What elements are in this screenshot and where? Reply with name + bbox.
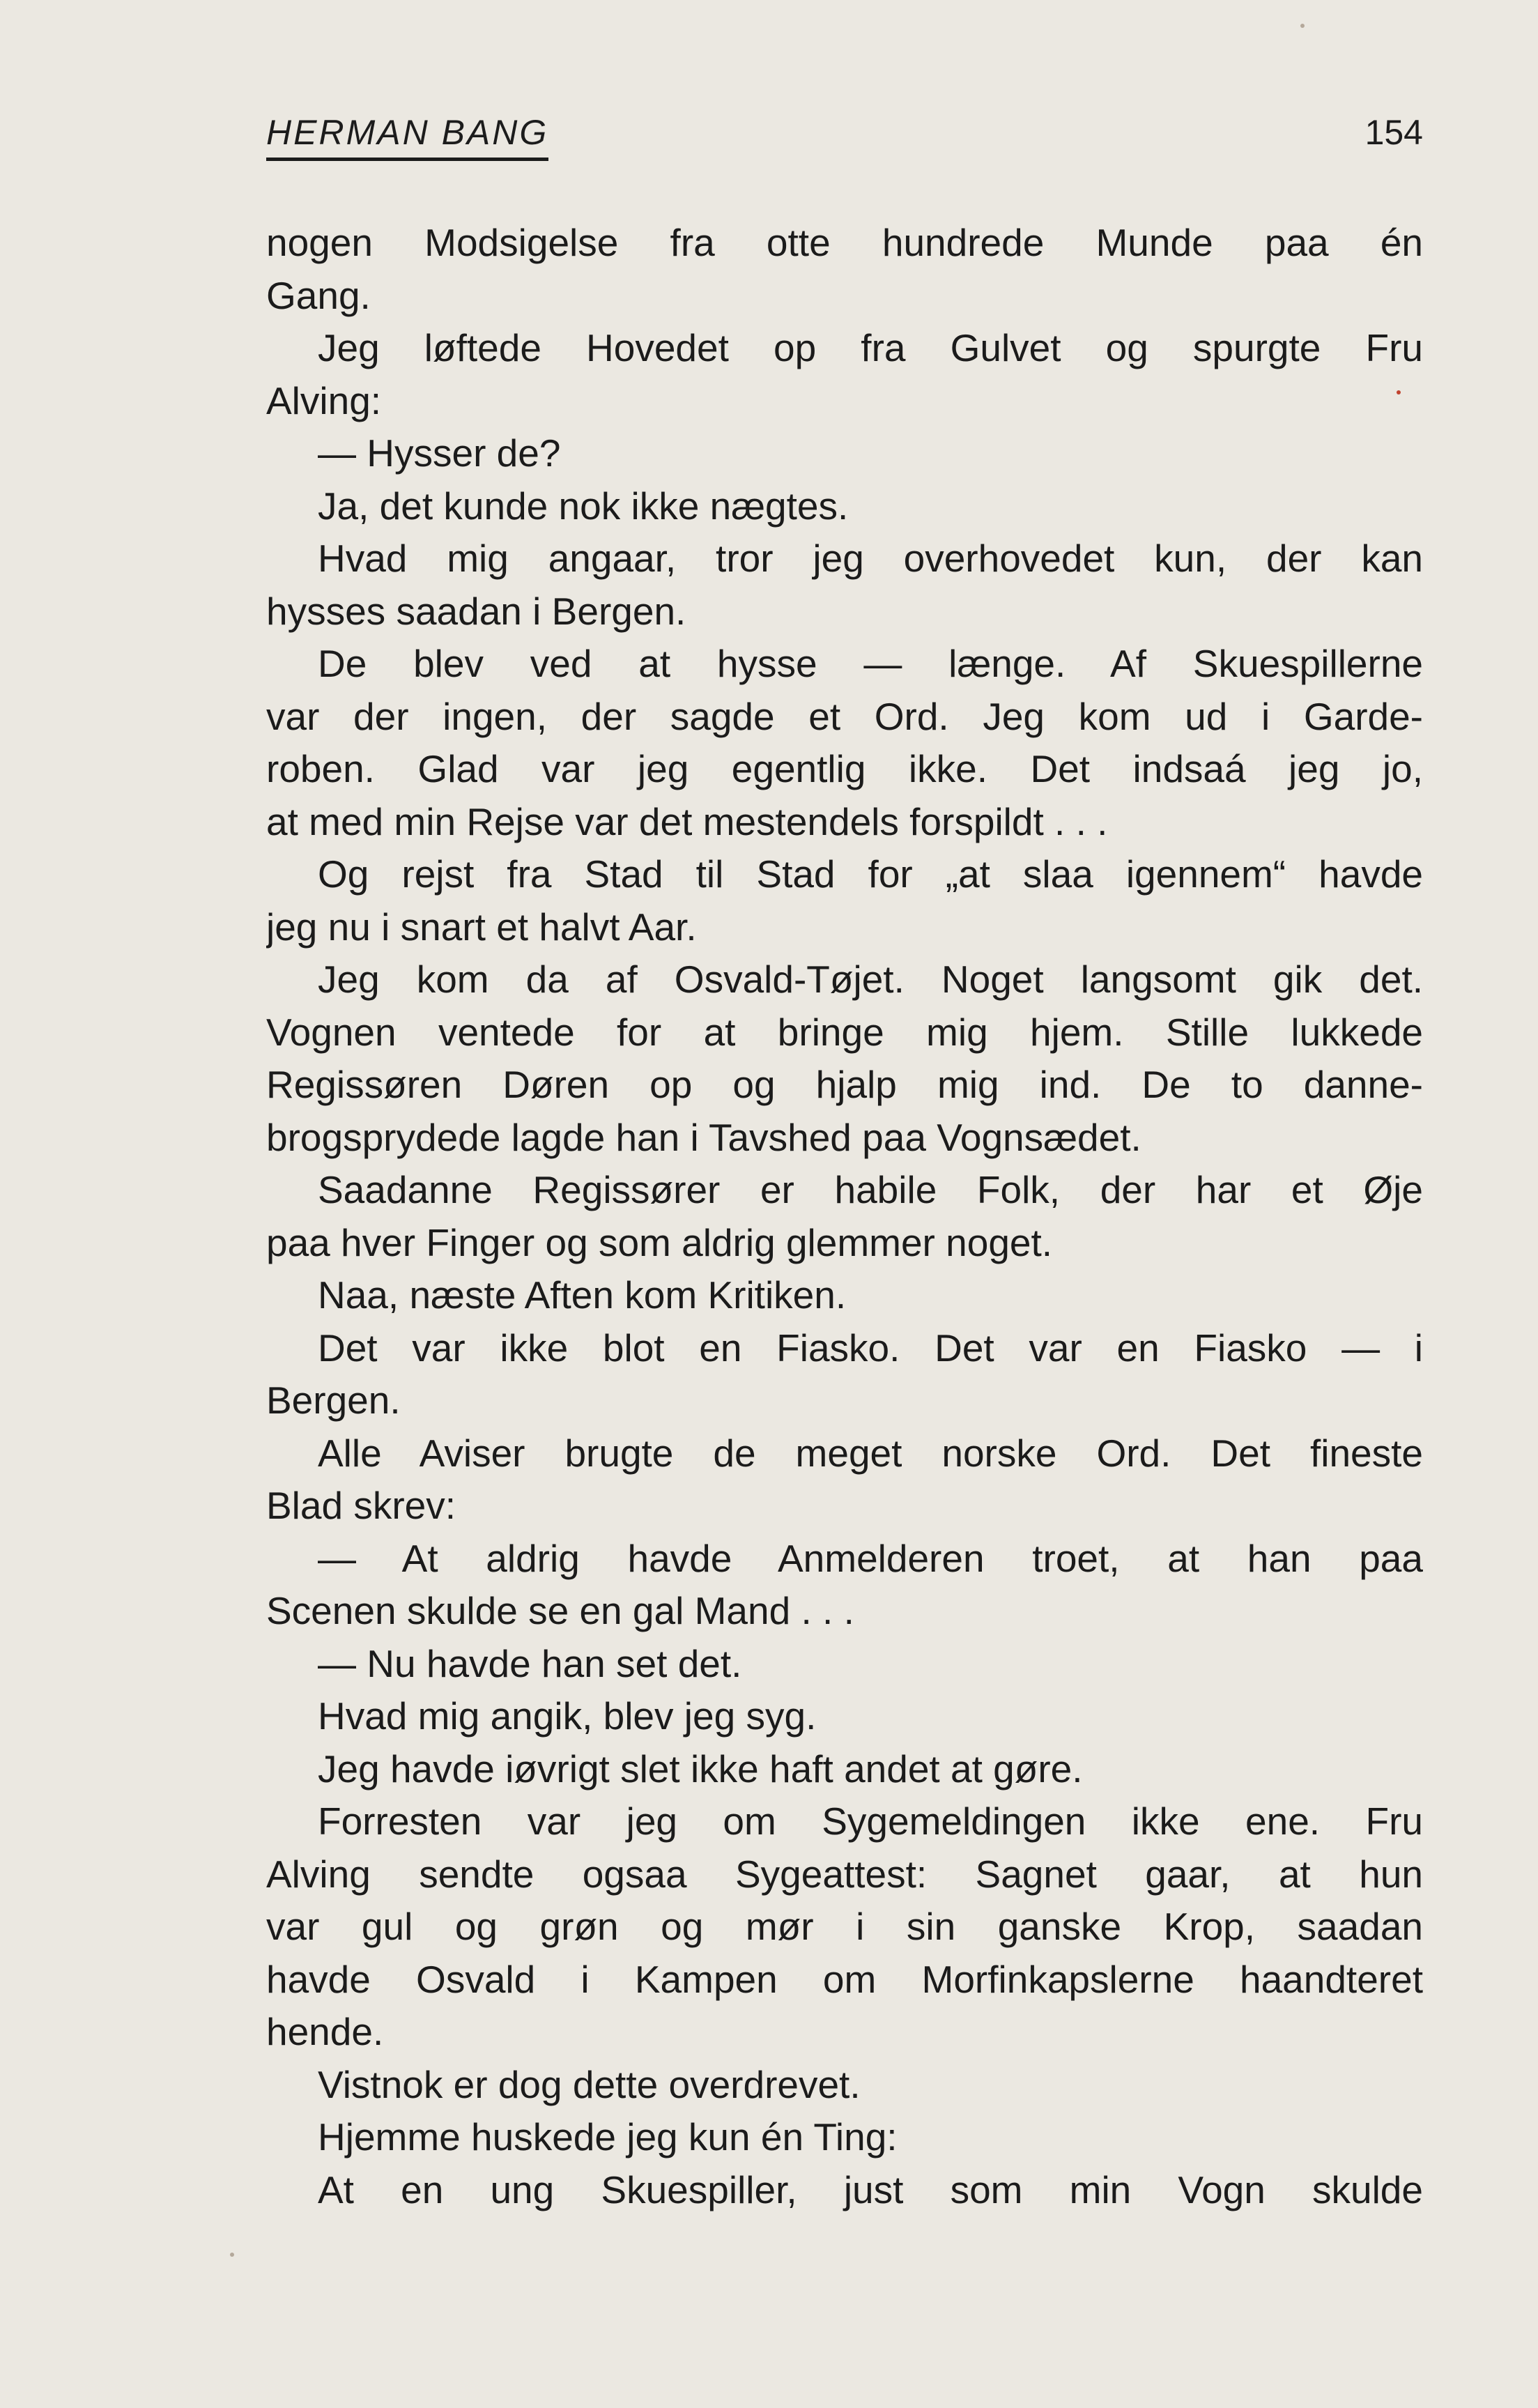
paper-speck <box>1397 390 1401 394</box>
text-line: De blev ved at hysse — længe. Af Skuespillerne <box>318 642 1423 685</box>
text-line: — Nu havde han set det. <box>318 1641 742 1685</box>
paper-speck <box>230 2253 234 2257</box>
text-line: hysses saadan i Bergen. <box>266 589 686 633</box>
text-line: At en ung Skuespiller, just som min Vogn skulde <box>318 2168 1423 2211</box>
text-line: jeg nu i snart et halvt Aar. <box>266 905 697 949</box>
text-line: roben. Glad var jeg egentlig ikke. Det indsaá jeg jo, <box>266 747 1423 790</box>
text-line: Forresten var jeg om Sygemeldingen ikke ene. Fru <box>318 1800 1423 1843</box>
text-line: at med min Rejse var det mestendels forspildt . . . <box>266 799 1108 843</box>
text-line: Ja, det kunde nok ikke nægtes. <box>318 484 849 528</box>
text-line: Alving sendte ogsaa Sygeattest: Sagnet gaar, at hun <box>266 1852 1423 1896</box>
text-line: Det var ikke blot en Fiasko. Det var en Fiasko — i <box>318 1326 1423 1370</box>
text-line: Naa, næste Aften kom Kritiken. <box>318 1273 847 1317</box>
text-line: havde Osvald i Kampen om Morfinkapslerne haandteret <box>266 1957 1423 2001</box>
body-text <box>266 217 1423 2216</box>
text-line: Hvad mig angaar, tror jeg overhovedet kun, der kan <box>318 537 1423 580</box>
text-line: Bergen. <box>266 1379 401 1422</box>
text-line: Scenen skulde se en gal Mand . . . <box>266 1589 854 1632</box>
text-line: nogen Modsigelse fra otte hundrede Munde paa én <box>266 221 1423 264</box>
text-line: paa hver Finger og som aldrig glemmer noget. <box>266 1220 1053 1264</box>
text-line: var gul og grøn og mør i sin ganske Krop, saadan <box>266 1905 1423 1948</box>
paper-speck <box>1300 24 1305 28</box>
text-line: hende. <box>266 2010 384 2053</box>
text-line: Vistnok er dog dette overdrevet. <box>318 2062 861 2106</box>
text-line: brogsprydede lagde han i Tavshed paa Vognsædet. <box>266 1115 1141 1159</box>
text-line: — At aldrig havde Anmelderen troet, at han paa <box>318 1536 1423 1580</box>
page-number: 154 <box>1364 113 1423 152</box>
text-line: Alving: <box>266 378 382 422</box>
running-title: HERMAN BANG <box>266 112 548 161</box>
text-line: Jeg kom da af Osvald-Tøjet. Noget langsomt gik det. <box>318 958 1423 1001</box>
text-line: Alle Aviser brugte de meget norske Ord. Det fineste <box>318 1431 1423 1475</box>
text-line: Gang. <box>266 273 371 317</box>
text-line: — Hysser de? <box>318 431 561 475</box>
text-line: Blad skrev: <box>266 1484 456 1527</box>
text-line: Saadanne Regissører er habile Folk, der har et Øje <box>318 1168 1423 1211</box>
page-header <box>266 112 1423 167</box>
text-line: Jeg havde iøvrigt slet ikke haft andet at gøre. <box>318 1747 1083 1790</box>
text-line: var der ingen, der sagde et Ord. Jeg kom ud i Garde- <box>266 694 1423 738</box>
text-line: Hjemme huskede jeg kun én Ting: <box>318 2115 898 2158</box>
text-line: Regissøren Døren op og hjalp mig ind. De to danne- <box>266 1063 1423 1106</box>
text-line: Og rejst fra Stad til Stad for „at slaa igennem“ havde <box>318 852 1423 896</box>
text-line: Jeg løftede Hovedet op fra Gulvet og spurgte Fru <box>318 326 1423 369</box>
text-line: Vognen ventede for at bringe mig hjem. Stille lukkede <box>266 1010 1423 1054</box>
text-line: Hvad mig angik, blev jeg syg. <box>318 1694 817 1738</box>
